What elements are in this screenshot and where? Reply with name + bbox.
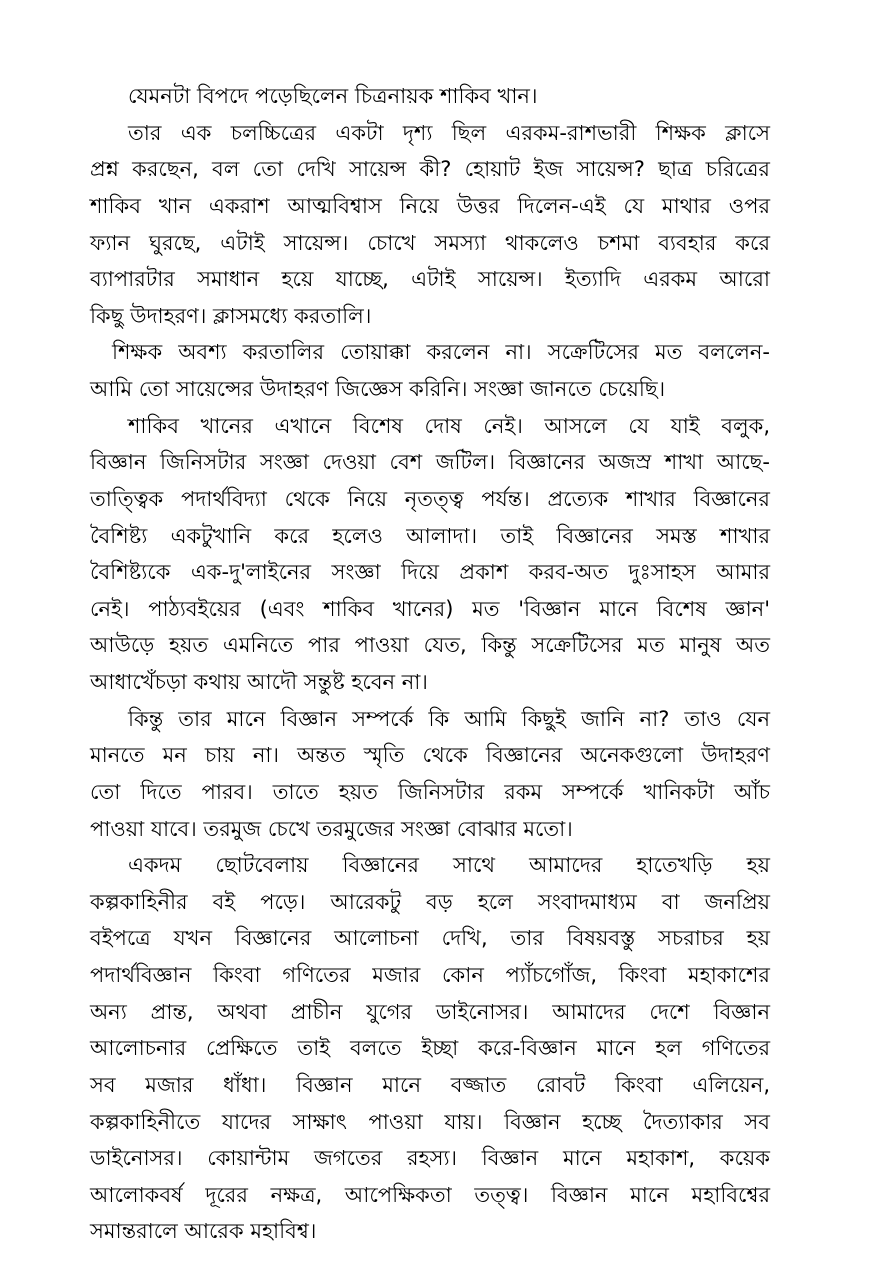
text-line: তো দিতে পারব। তাতে হয়ত জিনিসটার রকম সম্পর্কে খানিকটা আঁচ bbox=[90, 779, 770, 804]
text-line: সমান্তরালে আরেক মহাবিশ্ব। bbox=[90, 1219, 317, 1244]
text-line: কল্পকাহিনীর বই পড়ে। আরেকটু বড় হলে সংবাদমাধ্যম বা জনপ্রিয় bbox=[90, 889, 770, 914]
text-line: শিক্ষক অবশ্য করতালির তোয়াক্কা করলেন না। সক্রেটিসের মত বললেন- bbox=[112, 340, 770, 365]
text-line: আলোকবর্ষ দূরের নক্ষত্র, আপেক্ষিকতা তত্ত্ব। বিজ্ঞান মানে মহাবিশ্বের bbox=[90, 1182, 770, 1207]
text-line: একদম ছোটবেলায় বিজ্ঞানের সাথে আমাদের হাতেখড়ি হয় bbox=[128, 853, 770, 878]
text-line: ডাইনোসর। কোয়ান্টাম জগতের রহস্য। বিজ্ঞান মানে মহাকাশ, কয়েক bbox=[90, 1146, 770, 1171]
text-line: আধাখেঁচড়া কথায় আদৌ সন্তুষ্ট হবেন না। bbox=[90, 670, 428, 694]
text-line: নেই। পাঠ্যবইয়ের (এবং শাকিব খানের) মত 'বিজ্ঞান মানে বিশেষ জ্ঞান' bbox=[90, 596, 770, 621]
text-line: তার এক চলচ্চিত্রের একটা দৃশ্য ছিল এরকম-রাশভারী শিক্ষক ক্লাসে bbox=[128, 120, 770, 145]
text-line: বিজ্ঞান জিনিসটার সংজ্ঞা দেওয়া বেশ জটিল। বিজ্ঞানের অজস্র শাখা আছে- bbox=[90, 450, 770, 475]
text-line: কিন্তু তার মানে বিজ্ঞান সম্পর্কে কি আমি কিছুই জানি না? তাও যেন bbox=[128, 706, 770, 731]
text-line: যেমনটা বিপদে পড়েছিলেন চিত্রনায়ক শাকিব খান। bbox=[128, 84, 538, 108]
text-line: আমি তো সায়েন্সের উদাহরণ জিজ্ঞেস করিনি। সংজ্ঞা জানতে চেয়েছি। bbox=[90, 377, 666, 401]
text-line: পদার্থবিজ্ঞান কিংবা গণিতের মজার কোন প্যাঁচগোঁজ, কিংবা মহাকাশের bbox=[90, 963, 770, 987]
text-line: আলোচনার প্রেক্ষিতে তাই বলতে ইচ্ছা করে-বিজ্ঞান মানে হল গণিতের bbox=[90, 1036, 770, 1061]
text-line: আউড়ে হয়ত এমনিতে পার পাওয়া যেত, কিন্তু সক্রেটিসের মত মানুষ অত bbox=[90, 633, 770, 658]
text-line: পাওয়া যাবে। তরমুজ চেখে তরমুজের সংজ্ঞা বোঝার মতো। bbox=[90, 816, 573, 841]
text-line: বইপত্রে যখন বিজ্ঞানের আলোচনা দেখি, তার বিষয়বস্তু সচরাচর হয় bbox=[90, 926, 770, 951]
text-line: কল্পকাহিনীতে যাদের সাক্ষাৎ পাওয়া যায়। বিজ্ঞান হচ্ছে দৈত্যাকার সব bbox=[90, 1109, 770, 1134]
text-line: ফ্যান ঘুরছে, এটাই সায়েন্স। চোখে সমস্যা থাকলেও চশমা ব্যবহার করে bbox=[90, 230, 770, 255]
text-line: বৈশিষ্ট্য একটুখানি করে হলেও আলাদা। তাই বিজ্ঞানের সমস্ত শাখার bbox=[90, 523, 770, 548]
text-line: মানতে মন চায় না। অন্তত স্মৃতি থেকে বিজ্ঞানের অনেকগুলো উদাহরণ bbox=[90, 743, 770, 768]
text-line: ব্যাপারটার সমাধান হয়ে যাচ্ছে, এটাই সায়েন্স। ইত্যাদি এরকম আরো bbox=[90, 267, 770, 292]
text-line: শাকিব খান একরাশ আত্মবিশ্বাস নিয়ে উত্তর দিলেন-এই যে মাথার ওপর bbox=[90, 193, 770, 218]
text-line: তাত্ত্বিক পদার্থবিদ্যা থেকে নিয়ে নৃতত্ত্ব পর্যন্ত। প্রত্যেক শাখার বিজ্ঞানের bbox=[90, 486, 770, 511]
text-line: কিছু উদাহরণ। ক্লাসমধ্যে করতালি। bbox=[90, 303, 372, 328]
text-line: শাকিব খানের এখানে বিশেষ দোষ নেই। আসলে যে যাই বলুক, bbox=[128, 413, 770, 438]
text-line: সব মজার ধাঁধা। বিজ্ঞান মানে বজ্জাত রোবট কিংবা এলিয়েন, bbox=[90, 1072, 770, 1097]
text-line: বৈশিষ্ট্যকে এক-দু'লাইনের সংজ্ঞা দিয়ে প্রকাশ করব-অত দুঃসাহস আমার bbox=[90, 560, 770, 585]
text-line: প্রশ্ন করছেন, বল তো দেখি সায়েন্স কী? হোয়াট ইজ সায়েন্স? ছাত্র চরিত্রের bbox=[90, 157, 770, 182]
text-line: অন্য প্রান্ত, অথবা প্রাচীন যুগের ডাইনোসর। আমাদের দেশে বিজ্ঞান bbox=[90, 999, 770, 1024]
